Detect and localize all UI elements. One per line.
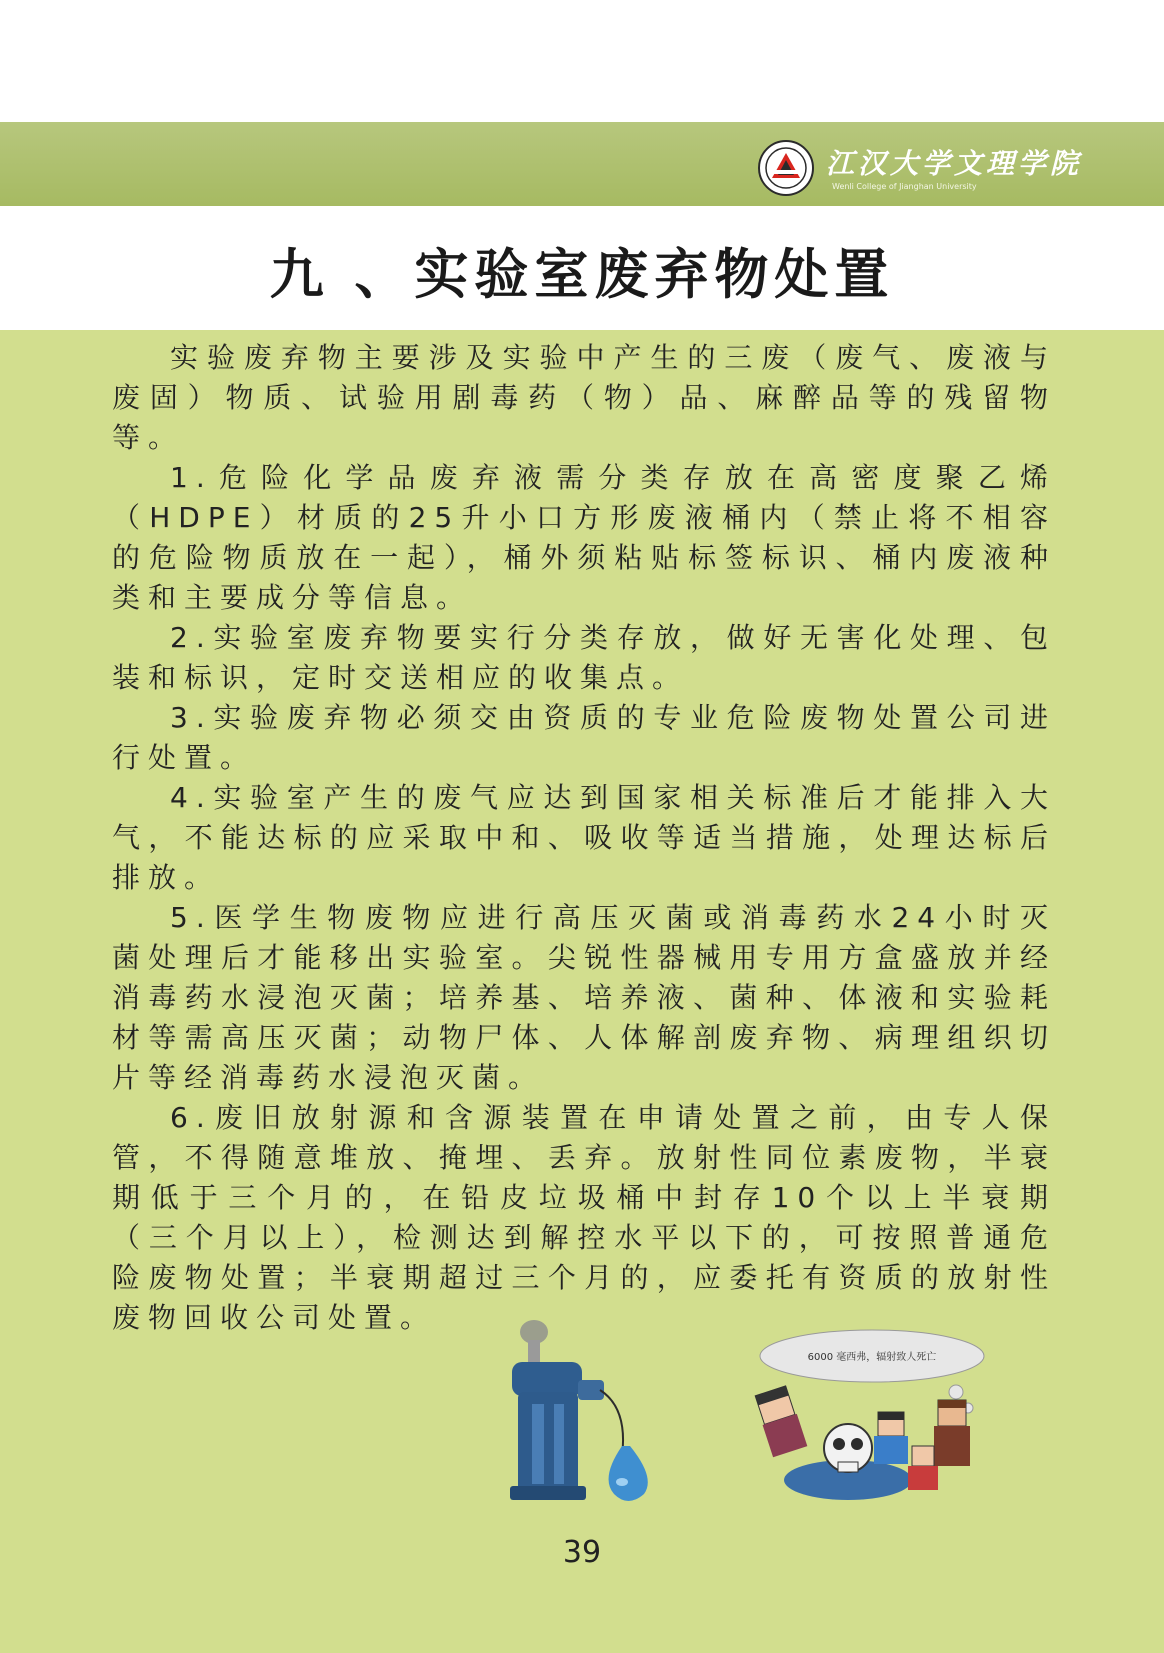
item-3-paragraph: 3.实验废弃物必须交由资质的专业危险废物处置公司进行处置。 [112, 701, 1056, 774]
page-title: 九 、实验室废弃物处置 [269, 243, 895, 306]
item-6-paragraph: 6.废旧放射源和含源装置在申请处置之前，由专人保管，不得随意堆放、掩埋、丢弃。放射性同位素废物，半衰期低于三个月的，在铅皮垃圾桶中封存10个以上半衰期（三个月以上），检测达到解控水平以下的，可按照普通危险废物处置；半衰期超过三个月的，应委托有资质的放射性废物回收公司处置。 [112, 1101, 1056, 1334]
illustration-caption: 6000 毫西弗，辐射致人死亡 [807, 1352, 937, 1363]
intro-paragraph: 实验废弃物主要涉及实验中产生的三废（废气、废液与废固）物质、试验用剧毒药（物）品、麻醉品等的残留物等。 [112, 341, 1056, 454]
item-1-paragraph: 1.危险化学品废弃液需分类存放在高密度聚乙烯（HDPE）材质的25升小口方形废液桶内（禁止将不相容的危险物质放在一起），桶外须粘贴标签标识、桶内废液种类和主要成分等信息。 [112, 461, 1056, 614]
content [112, 338, 1056, 1338]
school-english-name: Wenli College of Jianghan University [832, 182, 977, 191]
radiation-warning-illustration [748, 1328, 1014, 1508]
item-5-paragraph: 5.医学生物废物应进行高压灭菌或消毒药水24小时灭菌处理后才能移出实验室。尖锐性器械用专用方盒盛放并经消毒药水浸泡灭菌；培养基、培养液、菌种、体液和实验耗材等需高压灭菌；动物尸体、人体解剖废弃物、病理组织切片等经消毒药水浸泡灭菌。 [112, 901, 1056, 1094]
school-logo-icon [758, 140, 814, 196]
item-2-paragraph: 2.实验室废弃物要实行分类存放，做好无害化处理、包装和标识，定时交送相应的收集点。 [112, 621, 1056, 694]
item-4-paragraph: 4.实验室产生的废气应达到国家相关标准后才能排入大气，不能达标的应采取中和、吸收等适当措施，处理达标后排放。 [112, 781, 1056, 894]
school-name: 江汉大学文理学院 [826, 147, 1083, 180]
chemical-container-illustration [504, 1318, 674, 1508]
page-number: 39 [562, 1535, 602, 1570]
